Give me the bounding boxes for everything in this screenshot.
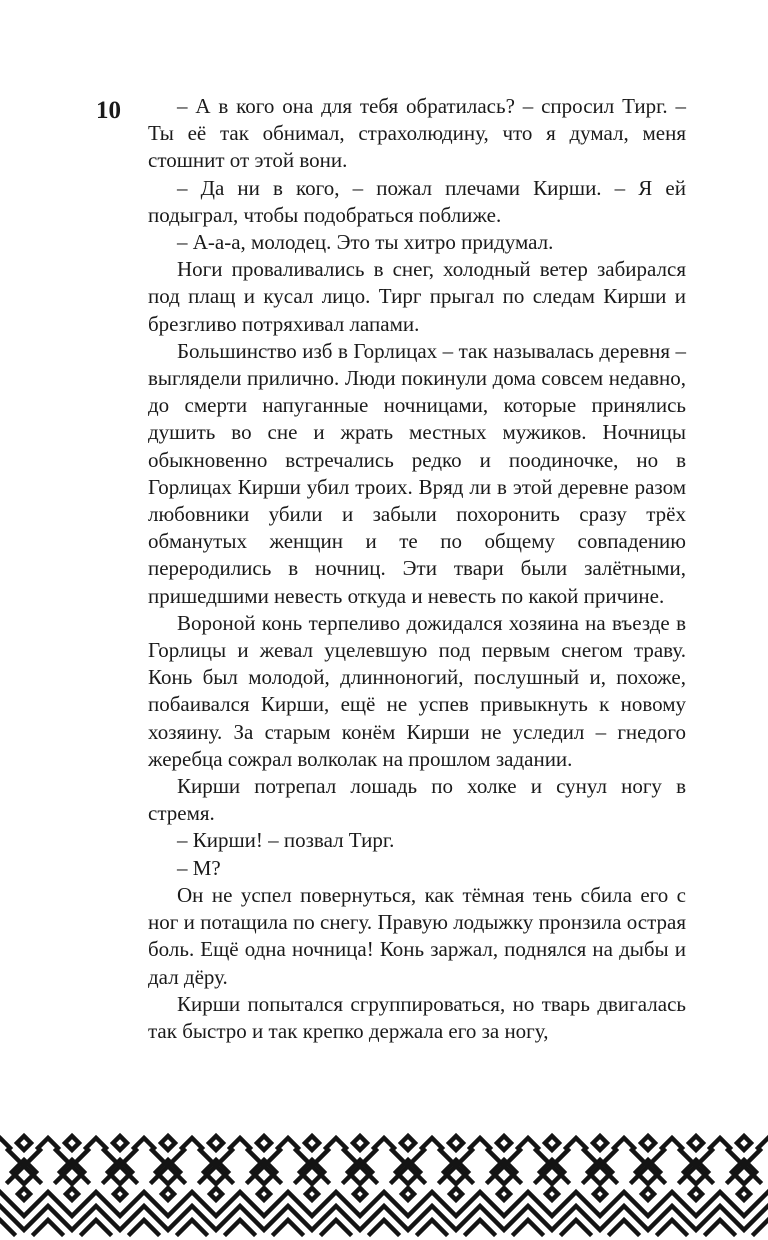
- slavic-border-ornament-icon: [0, 1130, 768, 1240]
- paragraph: Кирши попытался сгруппироваться, но тварь двигалась так быстро и так крепко держала его за ногу,: [148, 991, 686, 1043]
- paragraph: – А-а-а, молодец. Это ты хитро придумал.: [177, 230, 554, 255]
- paragraph: – М?: [177, 855, 221, 880]
- body-text: [148, 93, 686, 1045]
- paragraph: – Кирши! – позвал Тирг.: [177, 828, 395, 853]
- paragraph: Большинство изб в Горлицах – так называлась деревня – выглядели прилично. Люди покинули дома совсем недавно, до смерти напуганные ночницами, которые принялись душить во сне и жрать местных мужиков. Ночницы обыкновенно встречались редко и поодиночке, но в Горлицах Кирши убил троих. Вряд ли в этой деревне разом любовники убили и забыли похоронить сразу трёх обманутых женщин и те по общему совпадению переродились в ночниц. Эти твари были залётными, пришедшими невесть откуда и невесть по какой причине.: [148, 338, 686, 608]
- paragraph: Он не успел повернуться, как тёмная тень сбила его с ног и потащила по снегу. Правую лодыжку пронзила острая боль. Ещё одна ночница! Конь заржал, поднялся на дыбы и дал дёру.: [148, 882, 686, 989]
- paragraph: – А в кого она для тебя обратилась? – спросил Тирг. – Ты её так обнимал, страхолюдину, что я думал, меня стошнит от этой вони.: [148, 94, 686, 173]
- paragraph: Ноги проваливались в снег, холодный ветер забирался под плащ и кусал лицо. Тирг прыгал по следам Кирши и брезгливо потряхивал лапами.: [148, 257, 686, 336]
- paragraph: Кирши потрепал лошадь по холке и сунул ногу в стремя.: [148, 774, 686, 826]
- page-number: 10: [96, 97, 121, 124]
- paragraph: – Да ни в кого, – пожал плечами Кирши. – Я ей подыграл, чтобы подобраться поближе.: [148, 175, 686, 227]
- paragraph: Вороной конь терпеливо дожидался хозяина на въезде в Горлицы и жевал уцелевшую под первым снегом траву. Конь был молодой, длинноногий, послушный и, похоже, побаивался Кирши, ещё не успев привыкнуть к новому хозяину. За старым конём Кирши не уследил – гнедого жеребца сожрал волколак на прошлом задании.: [148, 610, 686, 771]
